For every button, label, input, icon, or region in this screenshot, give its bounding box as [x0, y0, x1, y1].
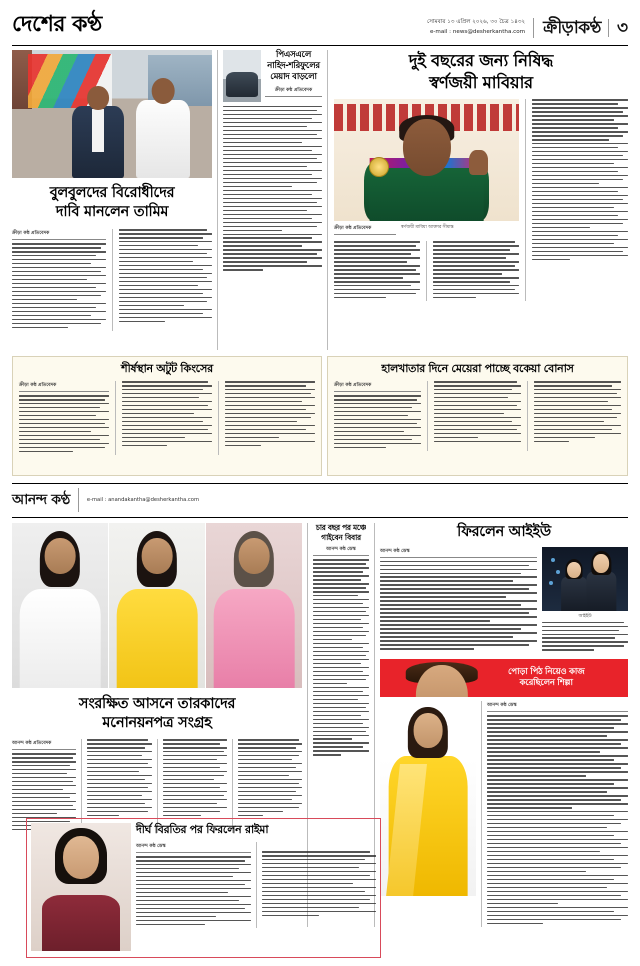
ananda-section-logo[interactable]: আনন্দ কণ্ঠ	[12, 488, 79, 512]
actress-pink-photo	[206, 523, 302, 688]
actress-white-photo	[12, 523, 108, 688]
kings-body-columns	[19, 381, 315, 455]
mabia-body-col-3	[525, 99, 628, 301]
raima-content-row	[31, 823, 376, 953]
article-raima	[26, 818, 381, 958]
masthead	[12, 14, 628, 43]
tamim-body-col-1	[12, 229, 106, 331]
bieber-body-text	[313, 559, 369, 756]
shilpa-promo-face	[400, 662, 484, 695]
bonus-headline[interactable]: হালখাতার দিনে মেয়েরা পাচ্ছে বকেয়া বোনাস	[381, 362, 574, 375]
article-psl	[217, 50, 327, 350]
kings-body-col-2	[115, 381, 212, 455]
shilpa-body-col	[481, 701, 628, 926]
raima-body-col-2	[256, 842, 377, 928]
article-bonus	[327, 356, 628, 476]
ananda-bottom-rule	[12, 517, 628, 518]
stars-byline: আনন্দ কন্ঠ প্রতিবেদক	[12, 739, 76, 750]
iu-photo-caption: আইইউ	[578, 613, 592, 619]
mabia-body-col-1	[334, 241, 420, 301]
tamim-body-columns	[12, 229, 212, 331]
shilpa-byline: আনন্দ কন্ঠ ডেস্ক	[487, 701, 628, 712]
masthead-dateblock	[427, 18, 534, 38]
stars-headline-line2[interactable]: মনোনয়নপত্র সংগ্রহ	[102, 714, 212, 731]
masthead-right-group	[427, 18, 628, 38]
shilpa-headline-line1[interactable]: পোড়া পিঠ নিয়েও কাজ	[507, 667, 585, 678]
bieber-headline-line1[interactable]: চার বছর পর মঞ্চে	[315, 523, 367, 532]
shilpa-content-row	[380, 701, 628, 926]
two-officials-stadium-photo	[12, 50, 212, 178]
bonus-body-col-1	[334, 381, 421, 451]
iu-body-col-1	[380, 547, 537, 654]
iu-content-row	[380, 547, 628, 654]
kings-headline[interactable]: শীর্ষস্থান অটুট কিংসের	[121, 362, 213, 375]
iu-headline[interactable]: ফিরলেন আইইউ	[457, 524, 551, 540]
mabia-byline: ক্রীড়া কন্ঠ প্রতিবেদক	[334, 224, 396, 235]
kings-byline: ক্রীড়া কন্ঠ প্রতিবেদক	[19, 381, 109, 392]
raima-headline[interactable]: দীর্ঘ বিরতির পর ফিরলেন রাইমা	[136, 823, 269, 836]
contact-email[interactable]: e-mail : news@desherkantha.com	[429, 28, 526, 35]
kings-body-col-1	[19, 381, 109, 455]
bonus-body-col-2	[427, 381, 521, 451]
iu-stage-photo	[542, 547, 628, 611]
actress-yellow-photo	[109, 523, 205, 688]
car-photo	[223, 50, 261, 102]
three-actresses-photo	[12, 523, 302, 688]
psl-headline-line2[interactable]: নাহিদ-শরিফুলের	[267, 60, 320, 71]
raima-body-col-1	[136, 842, 251, 928]
psl-headline-line1[interactable]: পিএসএলে	[276, 50, 311, 60]
raima-byline: আনন্দ কন্ঠ ডেস্ক	[136, 842, 251, 853]
tamim-body-col-2	[112, 229, 213, 331]
shilpa-promo-banner[interactable]	[380, 659, 628, 697]
mabia-headline-line1[interactable]: দুই বছরের জন্য নিষিদ্ধ	[408, 51, 554, 70]
section-title: ক্রীড়াকণ্ঠ	[534, 19, 609, 38]
shilpa-headline-line2[interactable]: করেছিলেন শিল্পা	[519, 678, 573, 689]
iu-byline: আনন্দ কন্ঠ ডেস্ক	[380, 547, 537, 558]
article-tamim	[12, 50, 217, 350]
newspaper-logo[interactable]: দেশের কণ্ঠ	[12, 12, 102, 37]
tamim-headline-line2[interactable]: দাবি মানলেন তামিম	[55, 203, 169, 220]
article-mabia	[327, 50, 628, 350]
raima-sen-photo	[31, 823, 131, 951]
tamim-body-text-2	[119, 229, 213, 322]
mabia-headline-line2[interactable]: স্বর্ণজয়ী মাবিয়ার	[429, 73, 533, 93]
tamim-headline-line1[interactable]: বুলবুলদের বিরোধীদের	[49, 185, 175, 201]
psl-headline-group	[265, 50, 322, 102]
stars-headline-line1[interactable]: সংরক্ষিত আসনে তারকাদের	[78, 696, 236, 712]
mabia-photo-col	[334, 99, 519, 301]
tamim-byline: ক্রীড়া কন্ঠ প্রতিবেদক	[12, 229, 106, 240]
bonus-byline: ক্রীড়া কন্ঠ প্রতিবেদক	[334, 381, 421, 392]
bonus-body-col-3	[527, 381, 621, 451]
bieber-byline: আনন্দ কন্ঠ ডেস্ক	[313, 545, 369, 556]
ananda-section-header	[12, 484, 628, 515]
mabia-content-row	[334, 99, 628, 301]
mabia-gold-medal-photo	[334, 99, 519, 221]
mabia-body-col-2	[426, 241, 519, 301]
article-iu	[380, 523, 628, 653]
shilpa-promo-text	[474, 668, 618, 690]
psl-headline-line3[interactable]: মেয়াদ বাড়লো	[270, 71, 317, 82]
page-number: ৩	[616, 17, 628, 38]
masthead-rule	[12, 45, 628, 46]
tamim-body-text-1	[12, 243, 106, 328]
kings-body-col-3	[218, 381, 315, 455]
shilpa-shetty-photo	[380, 701, 476, 896]
sports-top-block	[12, 50, 628, 350]
bieber-headline-line2[interactable]: গাইবেন বিবার	[321, 532, 361, 542]
psl-body-text	[223, 106, 322, 271]
raima-text-col	[136, 823, 376, 953]
ananda-right-column	[374, 523, 628, 927]
bonus-body-columns	[334, 381, 621, 451]
ananda-section-email[interactable]: e-mail : anandakantha@desherkantha.com	[86, 497, 200, 503]
raima-body-columns	[136, 842, 376, 928]
mabia-photo-caption: স্বর্ণজয়ী মাবিয়া আক্তার সীমান্ত	[401, 225, 454, 231]
article-kings	[12, 356, 322, 476]
sports-feature-boxes	[12, 356, 628, 476]
psl-byline: ক্রীড়া কন্ঠ প্রতিবেদক	[265, 86, 322, 97]
psl-top-row	[223, 50, 322, 102]
mabia-body-columns	[334, 241, 519, 301]
issue-date: সোমবার ১৩ এপ্রিল ২০২৬, ৩০ চৈত্র ১৪৩২	[426, 19, 526, 25]
mabia-caption-row	[334, 224, 519, 238]
iu-photo-col	[542, 547, 628, 654]
